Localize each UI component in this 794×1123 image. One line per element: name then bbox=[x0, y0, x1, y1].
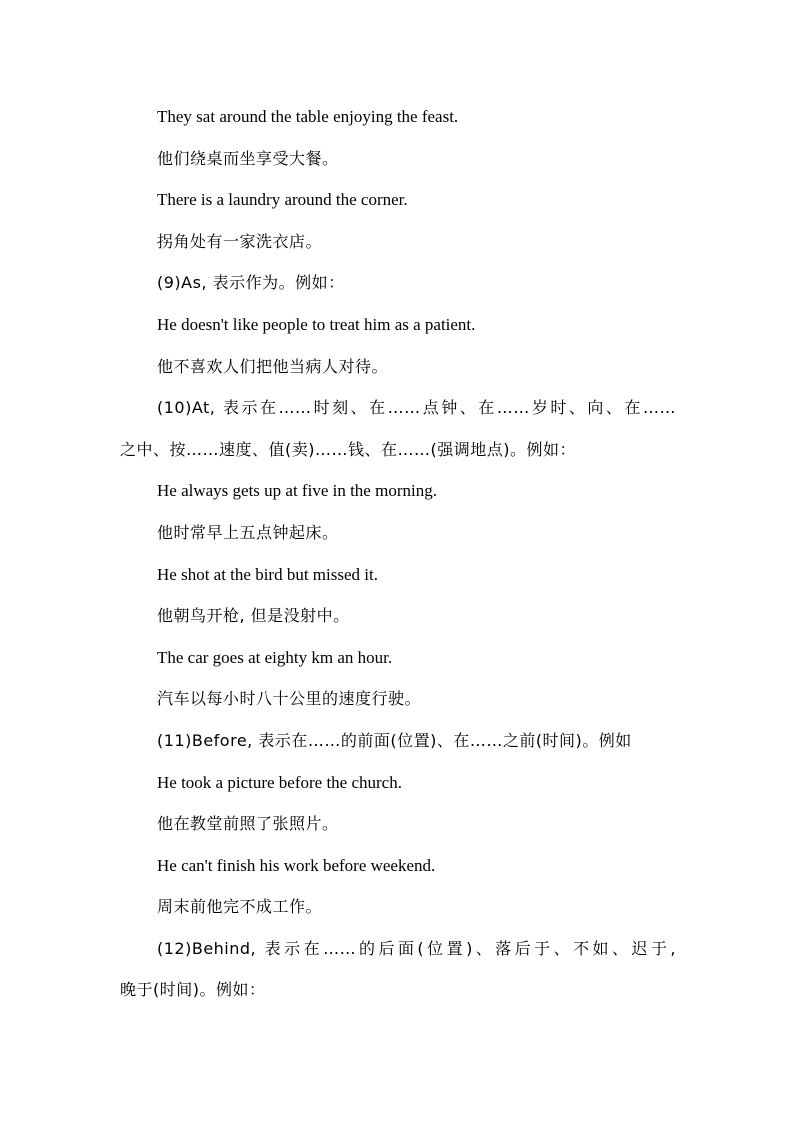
rule-heading-behind-continued: 晚于(时间)。例如： bbox=[120, 980, 266, 1000]
example-sentence-zh: 周末前他完不成工作。 bbox=[157, 897, 323, 917]
example-sentence-zh: 他不喜欢人们把他当病人对待。 bbox=[157, 356, 389, 376]
example-sentence-en: He doesn't like people to treat him as a patient. bbox=[157, 314, 476, 334]
example-sentence-zh: 他在教堂前照了张照片。 bbox=[157, 814, 339, 834]
rule-heading-behind: (12)Behind, 表示在……的后面(位置)、落后于、不如、迟于, bbox=[157, 938, 676, 958]
example-sentence-en: The car goes at eighty km an hour. bbox=[157, 647, 393, 667]
example-sentence-en: He took a picture before the church. bbox=[157, 772, 402, 792]
example-sentence-en: They sat around the table enjoying the feast. bbox=[157, 107, 459, 126]
example-sentence-en: He shot at the bird but missed it. bbox=[157, 564, 378, 584]
rule-heading-before: (11)Before, 表示在……的前面(位置)、在……之前(时间)。例如 bbox=[157, 730, 632, 750]
rule-heading-at: (10)At, 表示在……时刻、在……点钟、在……岁时、向、在…… bbox=[157, 398, 676, 418]
example-sentence-en: He always gets up at five in the morning. bbox=[157, 481, 437, 501]
rule-heading-at-continued: 之中、按……速度、值(卖)……钱、在……(强调地点)。例如： bbox=[120, 439, 576, 459]
example-sentence-zh: 拐角处有一家洗衣店。 bbox=[157, 231, 323, 251]
example-sentence-zh: 他们绕桌而坐享受大餐。 bbox=[157, 148, 339, 168]
rule-heading-as: (9)As, 表示作为。例如： bbox=[157, 273, 345, 293]
example-sentence-zh: 他朝鸟开枪, 但是没射中。 bbox=[157, 606, 350, 626]
example-sentence-en: He can't finish his work before weekend. bbox=[157, 855, 436, 875]
example-sentence-zh: 汽车以每小时八十公里的速度行驶。 bbox=[157, 689, 422, 709]
document-body bbox=[120, 96, 676, 1011]
example-sentence-zh: 他时常早上五点钟起床。 bbox=[157, 522, 339, 542]
example-sentence-en: There is a laundry around the corner. bbox=[157, 190, 408, 210]
